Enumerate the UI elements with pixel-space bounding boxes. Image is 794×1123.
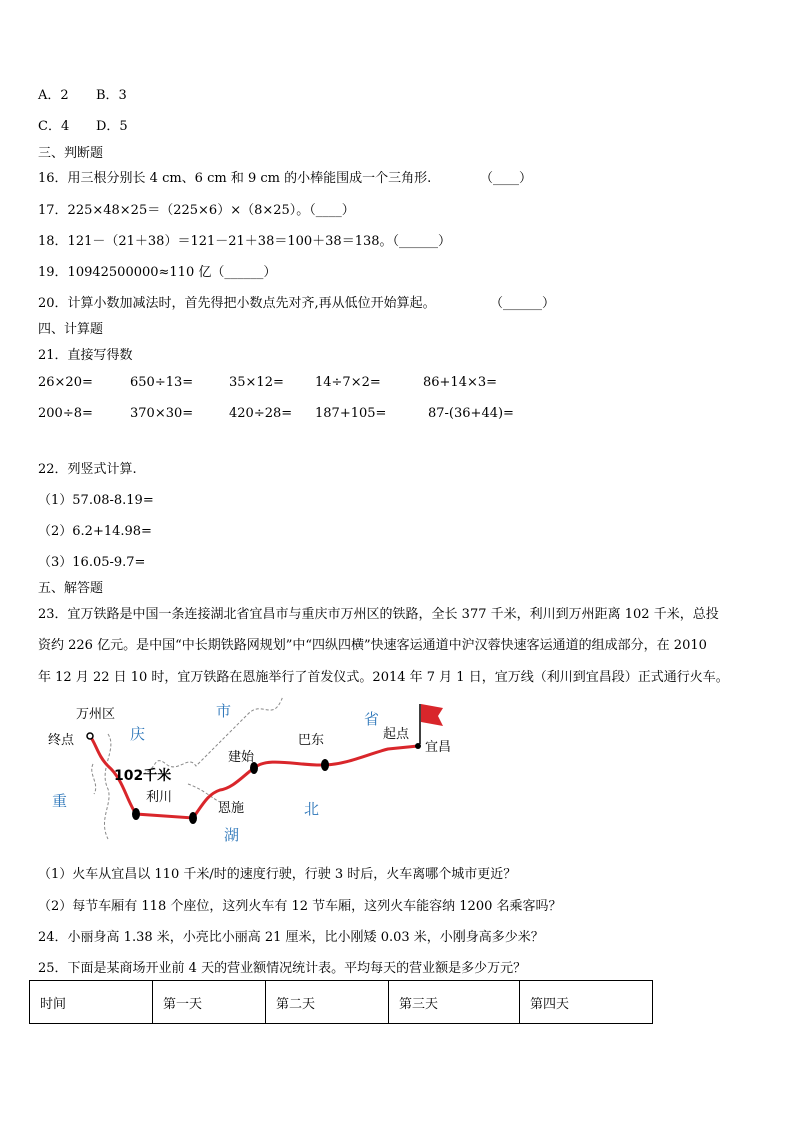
option-a: A．2 [38, 88, 69, 103]
label-start: 起点 [383, 727, 410, 742]
calc-item: 650÷13= [130, 375, 194, 390]
label-badong: 巴东 [298, 733, 325, 748]
label-region-bei: 北 [304, 800, 320, 818]
question-24: 24．小丽身高 1.38 米，小亮比小丽高 21 厘米，比小刚矮 0.03 米，小刚身高多少米？ [38, 930, 544, 945]
option-c: C．4 [38, 119, 70, 134]
question-22-item: （1）57.08-8.19= [38, 493, 154, 508]
station-wanzhou [87, 733, 93, 739]
label-distance: 102千米 [114, 768, 172, 784]
q15-options-row2 [38, 115, 128, 134]
question-23-line: 资约 226 亿元。是中国“中长期铁路网规划”中“四纵四横”快速客运通道中沪汉蓉快速客运通道的组成部分，在 2010 [38, 638, 707, 653]
station-enshi [189, 812, 197, 824]
question-23-sub: （2）每节车厢有 118 个座位，这列火车有 12 节车厢，这列火车能容纳 1200 名乘客吗？ [38, 899, 562, 914]
question-22: 22．列竖式计算. [38, 462, 137, 477]
flag-icon [421, 704, 443, 726]
question-17: 17．225×48×25＝（225×6）×（8×25）。（____） [38, 203, 355, 218]
question-16 [38, 167, 533, 186]
calc-item: 14÷7×2= [315, 375, 381, 390]
section-heading-calculation: 四、计算题 [38, 322, 104, 337]
question-19: 19．10942500000≈110 亿（______） [38, 265, 277, 280]
question-23-sub: （1）火车从宜昌以 110 千米/时的速度行驶，行驶 3 时后，火车离哪个城市更近？ [38, 867, 517, 882]
question-25: 25．下面是某商场开业前 4 天的营业额情况统计表。平均每天的营业额是多少万元？ [38, 961, 527, 976]
revenue-table [29, 980, 653, 1024]
question-23-line: 年 12 月 22 日 10 时，宜万铁路在恩施举行了首发仪式。2014 年 7 月 1 日，宜万线（利川到宜昌段）正式通行火车。 [38, 670, 729, 685]
question-22-item: （3）16.05-9.7= [38, 555, 146, 570]
table-cell: 第一天 [153, 981, 266, 1024]
calc-item: 187+105= [315, 406, 387, 421]
calc-item: 200÷8= [38, 406, 93, 421]
calc-item: 420÷28= [229, 406, 293, 421]
answer-blank: （______） [490, 296, 556, 311]
question-23-line: 23．宜万铁路是中国一条连接湖北省宜昌市与重庆市万州区的铁路，全长 377 千米，利川到万州距离 102 千米，总投 [38, 607, 719, 622]
question-18: 18．121－（21＋38）＝121－21＋38＝100＋38＝138。（______） [38, 234, 452, 249]
section-heading-judgement: 三、判断题 [38, 146, 104, 161]
label-region-shi: 市 [216, 702, 232, 720]
question-22-item: （2）6.2+14.98= [38, 524, 152, 539]
province-border [92, 764, 96, 794]
option-b: B．3 [96, 88, 127, 103]
label-region-sheng: 省 [364, 710, 380, 728]
q15-options-row1 [38, 84, 127, 103]
calc-item: 87-(36+44)= [428, 406, 514, 421]
label-lichuan: 利川 [146, 790, 173, 805]
option-d: D．5 [96, 119, 128, 134]
label-region-chong: 重 [52, 792, 68, 810]
province-border [104, 734, 110, 839]
label-region-qing: 庆 [130, 725, 146, 743]
section-heading-word-problems: 五、解答题 [38, 581, 104, 596]
label-enshi: 恩施 [218, 801, 245, 816]
table-row [30, 981, 653, 1024]
railway-map [38, 694, 458, 844]
label-wanzhou: 万州区 [76, 707, 116, 722]
calc-item: 86+14×3= [423, 375, 498, 390]
label-jianshi: 建始 [228, 750, 255, 765]
question-21: 21．直接写得数 [38, 348, 133, 363]
label-endpoint: 终点 [48, 733, 75, 748]
calc-item: 370×30= [130, 406, 194, 421]
question-20 [38, 292, 556, 311]
calc-item: 35×12= [229, 375, 284, 390]
table-cell: 第三天 [389, 981, 520, 1024]
question-20-text: 20．计算小数加减法时，首先得把小数点先对齐,再从低位开始算起。 [38, 296, 436, 311]
calc-item: 26×20= [38, 375, 93, 390]
label-yichang: 宜昌 [425, 740, 452, 755]
question-16-text: 16．用三根分别长 4 cm、6 cm 和 9 cm 的小棒能围成一个三角形. [38, 171, 432, 186]
answer-blank: （____） [480, 171, 533, 186]
table-cell: 第二天 [266, 981, 389, 1024]
table-cell: 时间 [30, 981, 153, 1024]
station-badong [321, 759, 329, 771]
label-region-hu: 湖 [224, 826, 240, 844]
table-cell: 第四天 [520, 981, 653, 1024]
station-lichuan [132, 808, 140, 820]
